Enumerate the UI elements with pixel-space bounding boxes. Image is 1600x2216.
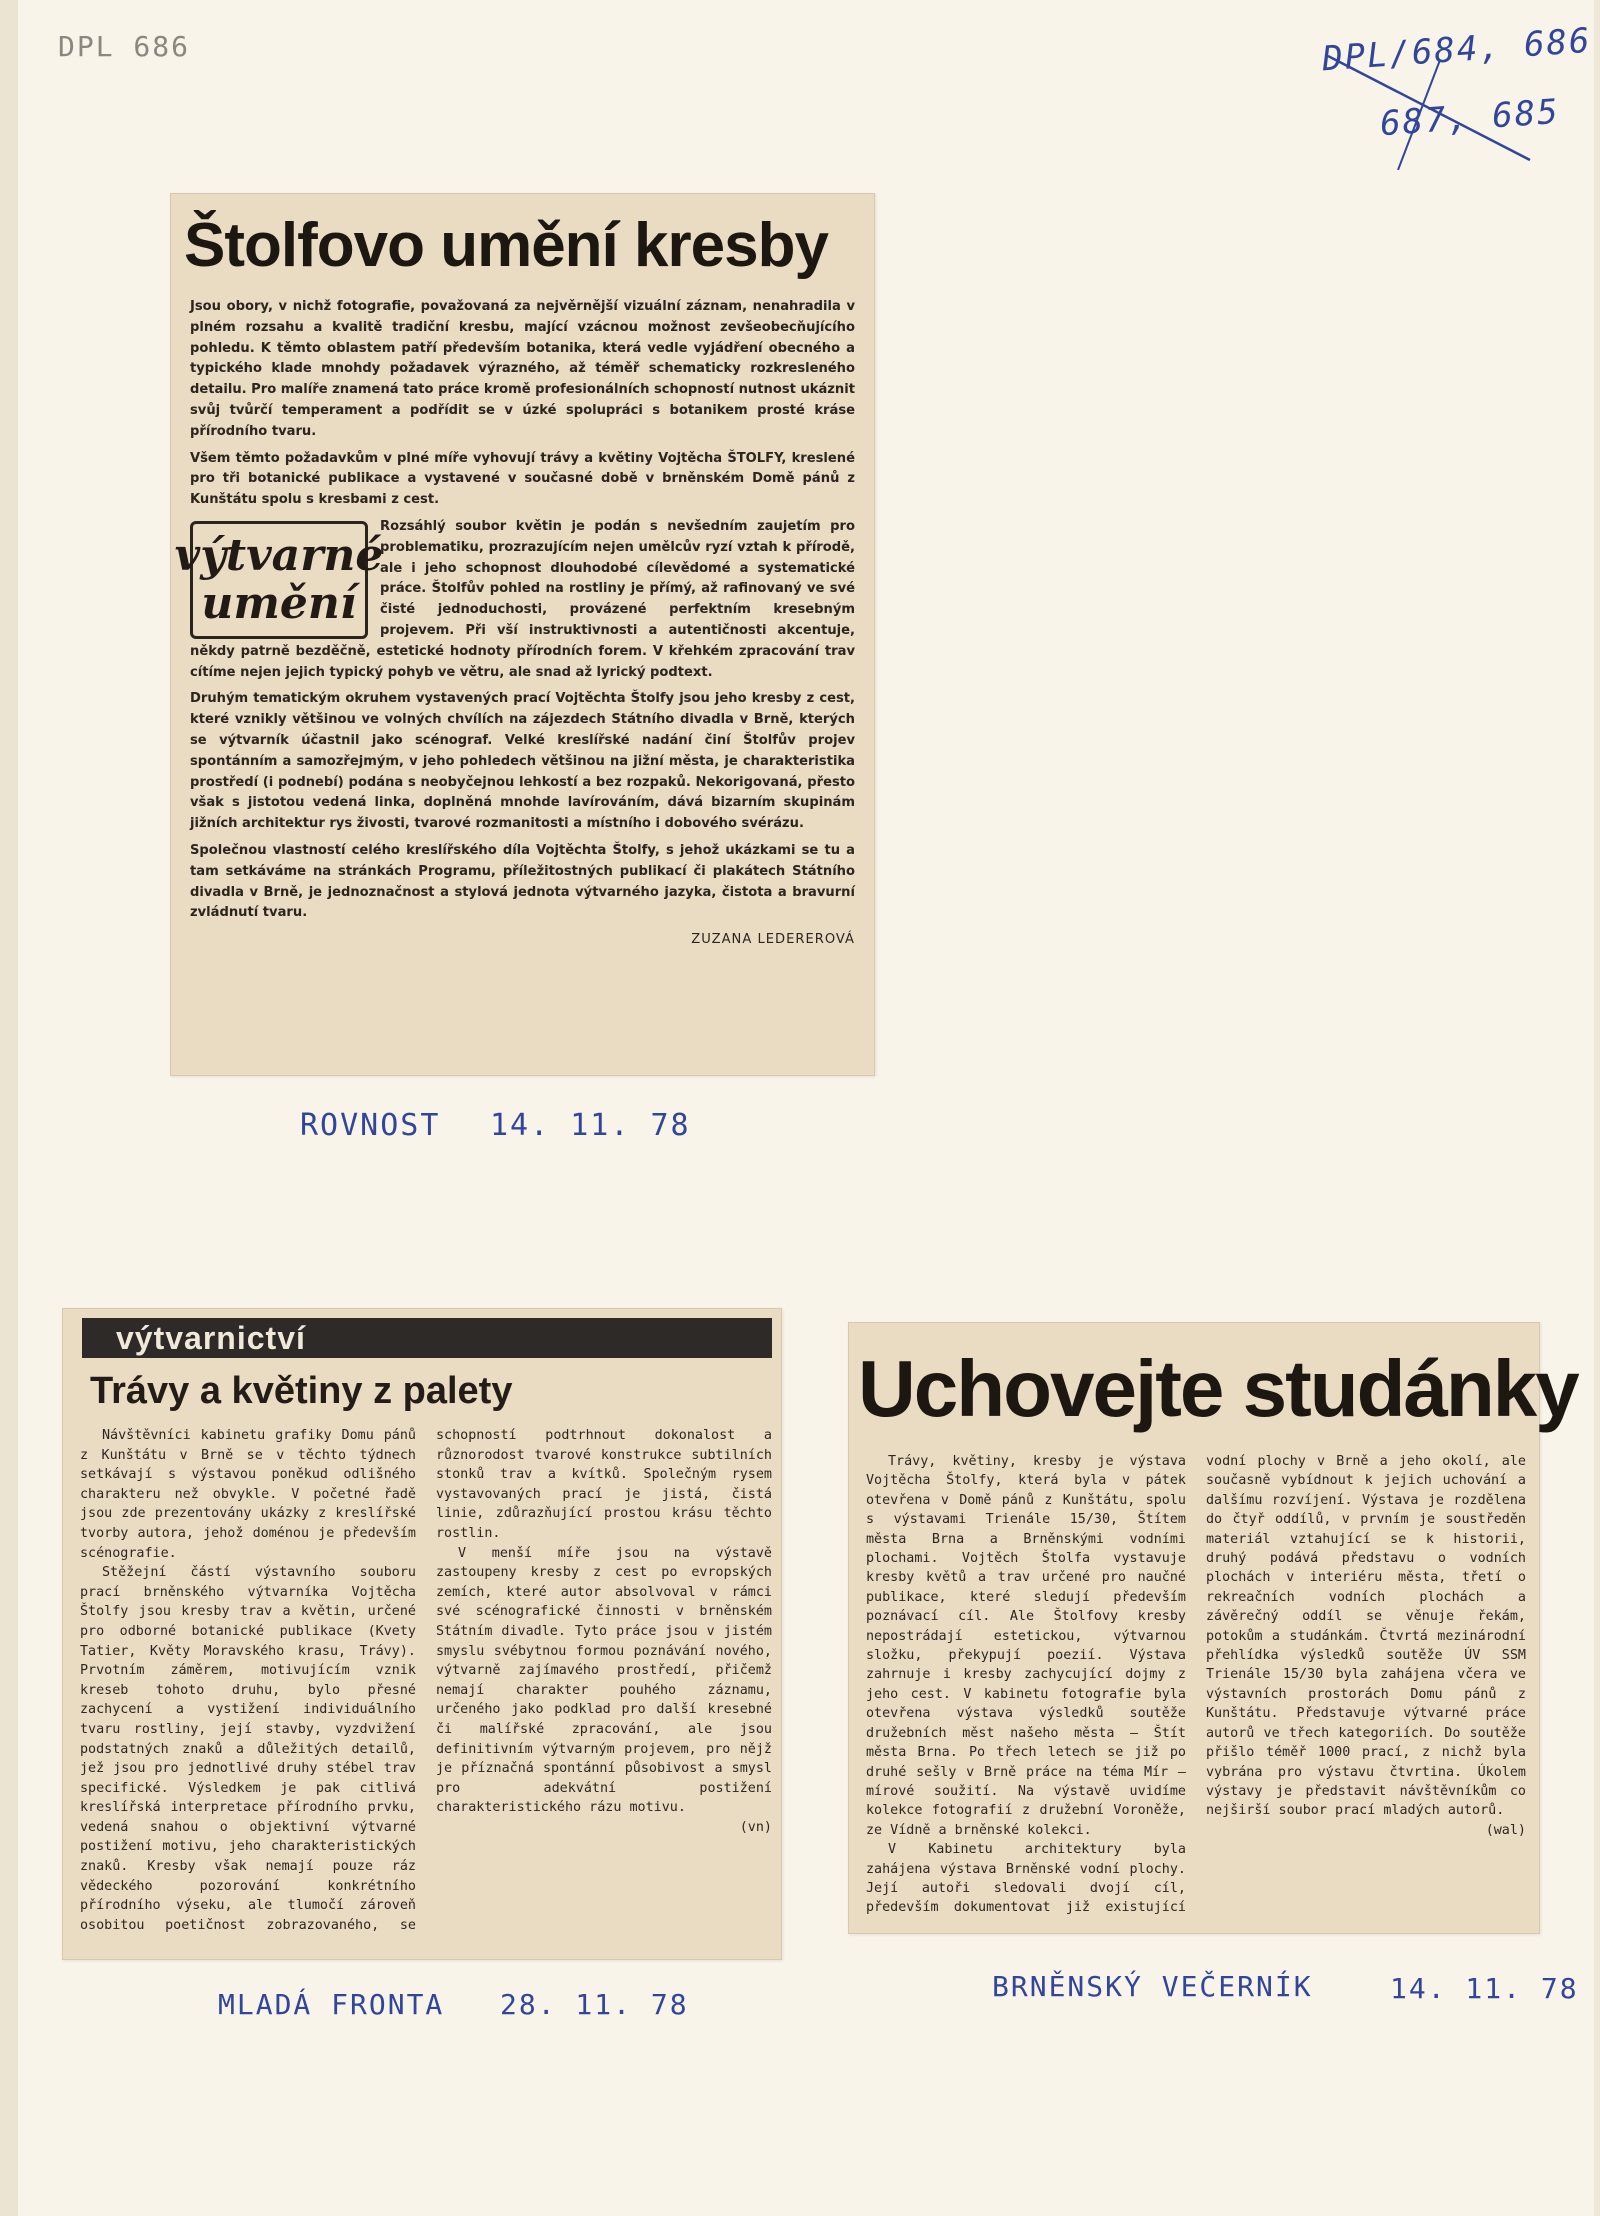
- clipping-rovnost: [170, 193, 875, 1076]
- headline-uchovejte-studanky: Uchovejte studánky: [858, 1344, 1578, 1433]
- rubric-box-line-2: umění: [201, 577, 357, 629]
- headline-travy-a-kvetiny: Trávy a květiny z palety: [90, 1370, 513, 1412]
- article3-body: [866, 1452, 1526, 1922]
- article2-paragraph-3: V menší míře jsou na výstavě zastoupeny kresby z cest po evropských zemích, které autor absolvoval v rámci své scénografické činnosti v brněnském Státním divadle. Tyto práce jsou v jistém smyslu svébytnou formou poznávání nového, výtvarně zajímavého prostředí, přičemž nemají charakter pouhého záznamu, určeného jako podklad pro další kresebné či malířské zpracování, ale jsou definitivním výtvarným projevem, pro nějž je příznačná spontánní působivost a smysl pro adekvátní postižení charakteristického rázu motivu.: [436, 1545, 772, 1816]
- article1-paragraph-3: Rozsáhlý soubor květin je podán s nevšedním zaujetím pro problematiku, prozrazujícím nejen umělcův ryzí vztah k přírodě, ale i jeho schopnost dlouhodobé cílevědomé a systematické práce. Štolfův pohled na rostliny je přímý, až rafinovaný ve své čisté jednoduchosti, provázené perfektním kresebným projevem. Při vší instruktivnosti a autentičnosti akcentuje, někdy patrně bezděčně, estetické hodnoty přírodních forem. V křehkém zpracování trav cítíme nejen jejich typický pohyb ve větru, ale snad až lyrický podtext.: [190, 518, 855, 680]
- article1-paragraph-4: Druhým tematickým okruhem vystavených prací Vojtěchta Štolfy jsou jeho kresby z cest, které vznikly většinou ve volných chvílích na zájezdech Státního divadla v Brně, kterých se výtvarník účastnil jako scénograf. Velké kreslířské nadání činí Štolfův projev spontánním a samozřejmým, v jeho pohledech většinou na jižní města, je charakteristika prostředí (i podnebí) podána s neobyčejnou lehkostí a bez rozpaků. Nekorigovaná, přesto však s jistotou vedená linka, doplněná mnohde lavírováním, dává bizarním skupinám jižních architektur rys živosti, tvarové rozmanitosti a místního i dobového svérázu.: [190, 691, 855, 832]
- rubric-box-vytvarne-umeni: [174, 521, 384, 639]
- date-mlada-fronta: 28. 11. 78: [500, 1988, 689, 2021]
- archive-note-top-left: DPL 686: [58, 30, 191, 63]
- source-brnensky-vecernik: BRNĚNSKÝ VEČERNÍK: [992, 1970, 1313, 2003]
- article1-paragraph-2: Všem těmto požadavkům v plné míře vyhovují trávy a květiny Vojtěcha ŠTOLFY, kreslené pro tři botanické publikace a vystavené v současné době v brněnském Domě pánů z Kunštátu spolu s kresbami z cest.: [190, 450, 855, 508]
- clipping-brnensky-vecernik: [848, 1322, 1578, 1934]
- article3-paragraph-1: Trávy, květiny, kresby je výstava Vojtěcha Štolfy, která byla v pátek otevřena v Domě pánů z Kunštátu, spolu s výstavami Trienále 15/30, Štítem města Brna a Brněnskými vodními plochami. Vojtěch Štolfa vystavuje kresby květů a trav určené pro naučné publikace, které sledují především poznávací cíl. Ale Štolfovy kresby nepostrádají estetickou, výtvarnou složku, překypují poezií. Výstava zahrnuje i kresby zachycující dojmy z jeho cest. V kabinetu fotografie byla otevřena výstava výsledků soutěže družebních měst našeho města — Štít města Brna. Po třech letech se již po druhé sešly v Brně práce na téma Mír — mírové soužití. Na výstavě uvidíme kolekce fotografií z družební Voroněže, ze Vídně a brněnské kolekci.: [866, 1454, 1186, 1838]
- sheet-left-edge: [0, 0, 18, 2216]
- headline-stolfovo: Štolfovo umění kresby: [184, 211, 828, 280]
- article2-paragraph-1: Návštěvníci kabinetu grafiky Domu pánů z Kunštátu v Brně se v těchto týdnech setkávají s výstavou poněkud odlišného charakteru než obvykle. V početné řadě jsou zde prezentovány ukázky z kreslířské tvorby autora, jehož doménou je především scénografie.: [80, 1428, 416, 1561]
- article2-body: [80, 1426, 772, 1948]
- date-rovnost: 14. 11. 78: [490, 1108, 691, 1143]
- article2-paragraph-2: Stěžejní částí výstavního souboru prací brněnského výtvarníka Vojtěcha Štolfy jsou kresby trav a květin, určené pro odborné botanické publikace (Kvety Tatier, Květy Moravského krasu, Trávy). Prvotním záměrem, motivujícím vznik kreseb tohoto druhu, bylo přesné zachycení a vystižení individuálního tvaru rostliny, její stavby, vyzdvižení podstatných znaků a důležitých detailů, jež jsou pro jednotlivé druhy stébel trav specifické. Výsledkem je pak citlivá kreslířská interpretace přírodního prvku, vedená snahou o objektivní výtvarné postižení motivu, jeho charakteristických znaků. Kresby však nemají pouze ráz vědeckého pozorování konkrétního přírodního výseku, ale tlumočí zároveň osobitou poetičnost zobrazovaného, se schopností podtrhnout dokonalost a různorodost tvarové konstrukce subtilních stonků trav a kvítků. Společným rysem vystavovaných prací je jistá, čistá linie, zdůrazňující prostou krásu těchto rostlin.: [80, 1428, 772, 1933]
- sheet-right-edge: [1594, 0, 1600, 2216]
- article1-body: [174, 297, 856, 951]
- date-brnensky-vecernik: 14. 11. 78: [1390, 1972, 1579, 2005]
- source-rovnost: ROVNOST: [300, 1108, 441, 1143]
- archive-note-top-right-2: 687, 685: [1378, 91, 1561, 145]
- article1-paragraph-1: Jsou obory, v nichž fotografie, považovaná za nejvěrnější vizuální záznam, nenahradila v plném rozsahu a kvalitě tradiční kresbu, mající vzácnou možnost zevšeobecňujícího pohledu. K těmto oblastem patří především botanika, která vedle vyjádření obecného a typického klade mnohdy požadavek výrazného, až téměř schematicky rozkresleného detailu. Pro malíře znamená tato práce kromě profesionálních schopností nutnost ukáznit svůj tvůrčí temperament a podřídit se v úzké spolupráci s botanikem prosté kráse přírodního tvaru.: [190, 299, 856, 439]
- strike-through-mark: [1320, 30, 1540, 170]
- rubric-vytvarnictvi: výtvarnictví: [82, 1318, 772, 1358]
- clipping-mlada-fronta: [62, 1308, 782, 1960]
- article1-paragraph-5: Společnou vlastností celého kreslířského díla Vojtěchta Štolfy, s jehož ukázkami se tu a tam setkáváme na stránkách Programu, příležitostných publikací či plakátech Státního divadla v Brně, je jednoznačnost a stylová jednota výtvarného jazyka, čistota a bravurní zvládnutí tvaru.: [190, 842, 855, 921]
- rubric-box-line-1: výtvarné: [174, 529, 384, 581]
- article3-signature: (wal): [1485, 1822, 1526, 1838]
- article1-author: ZUZANA LEDEREROVÁ: [691, 932, 855, 948]
- article3-paragraph-2: V Kabinetu architektury byla zahájena výstava Brněnské vodní plochy. Její autoři sledovali dvojí cíl, především dokumentovat již existující vodní plochy v Brně a jeho okolí, ale současně vybídnout k jejich uchování a dalšímu rozvíjení. Výstava je rozdělena do čtyř oddílů, v prvním je soustředěn materiál vztahující se k historii, druhý podává představu o vodních plochách v interiéru města, třetí o rekreačních vodních plochách a závěrečný oddíl se věnuje řekám, potokům a studánkám. Čtvrtá mezinárodní přehlídka výsledků soutěže ÚV SSM Trienále 15/30 byla zahájena včera ve výstavních prostorách Domu pánů z Kunštátu. Představuje výtvarné práce autorů ve třech kategoriích. Do soutěže přišlo téměř 1000 prací, z nichž byla vybrána pro výstavu čtvrtina. Úkolem výstavy je představit návštěvníkům co nejširší soubor prací mladých autorů.: [866, 1454, 1526, 1916]
- archive-note-top-right-1: DPL/684, 686: [1320, 20, 1593, 80]
- article2-signature: (vn): [739, 1819, 772, 1835]
- source-mlada-fronta: MLADÁ FRONTA: [218, 1988, 445, 2021]
